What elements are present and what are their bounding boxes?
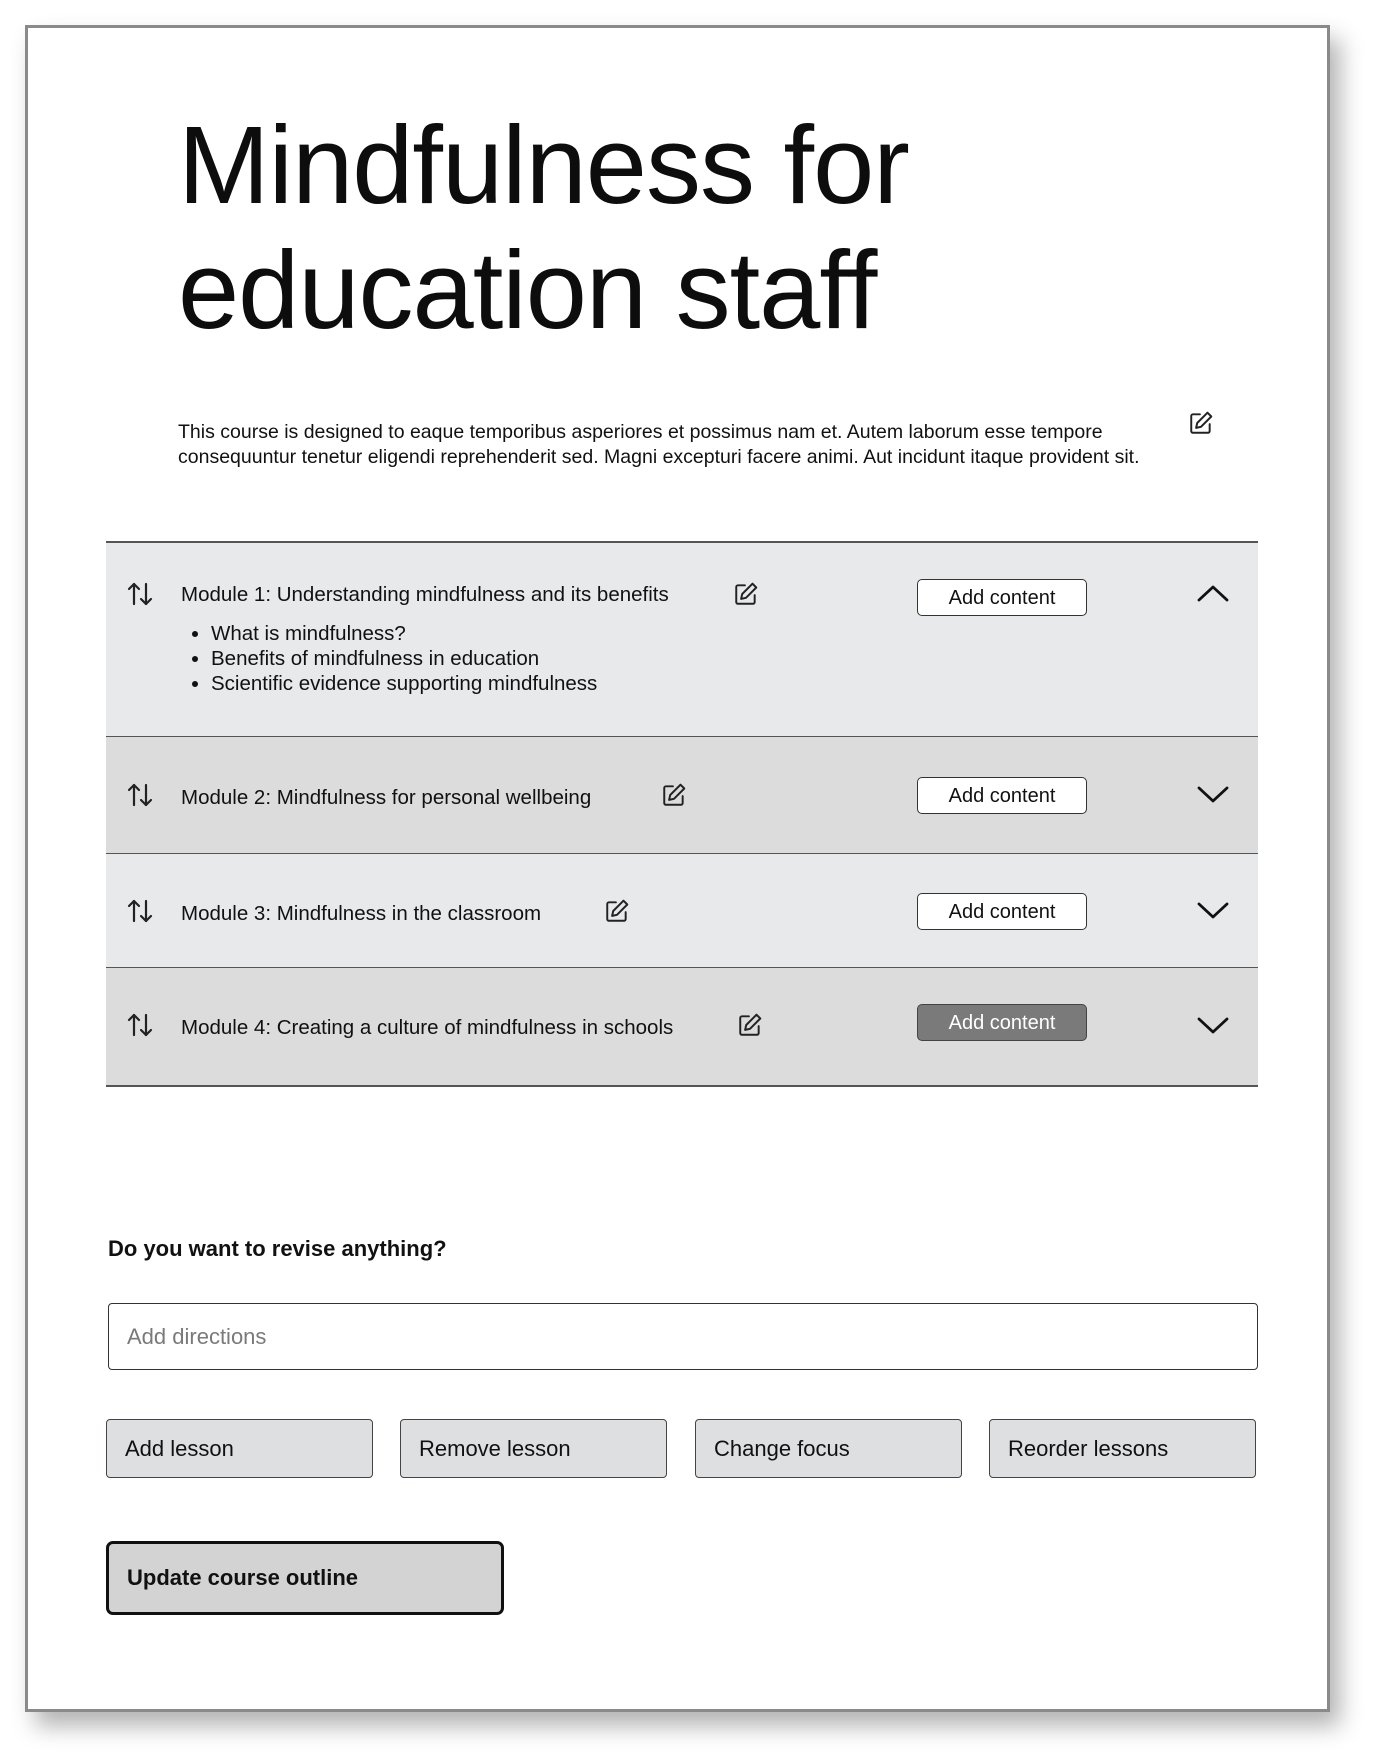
module-row <box>106 853 1258 967</box>
chevron-down-icon[interactable] <box>1196 901 1230 926</box>
edit-icon[interactable] <box>737 1012 763 1038</box>
add-lesson-button[interactable]: Add lesson <box>106 1419 373 1478</box>
chevron-down-icon[interactable] <box>1196 1016 1230 1041</box>
list-item: • What is mindfulness? <box>211 621 597 646</box>
page-title: Mindfulness for education staff <box>178 104 909 352</box>
chevron-up-icon[interactable] <box>1196 583 1230 608</box>
add-content-button[interactable]: Add content <box>917 777 1087 814</box>
edit-icon[interactable] <box>661 782 687 808</box>
add-content-button[interactable]: Add content <box>917 893 1087 930</box>
module-title: Module 2: Mindfulness for personal wellbeing <box>181 786 592 809</box>
change-focus-button[interactable]: Change focus <box>695 1419 962 1478</box>
module-title: Module 3: Mindfulness in the classroom <box>181 902 542 925</box>
edit-icon[interactable] <box>1188 410 1214 436</box>
module-row <box>106 967 1258 1085</box>
chevron-down-icon[interactable] <box>1196 785 1230 810</box>
add-content-button[interactable]: Add content <box>917 579 1087 616</box>
course-outline-card <box>25 25 1330 1712</box>
remove-lesson-button[interactable]: Remove lesson <box>400 1419 667 1478</box>
course-description: This course is designed to eaque temporibus asperiores et possimus nam et. Autem laborum esse tempore consequuntur tenetur eligendi reprehenderit sed. Magni excepturi facere animi. Aut incidunt itaque provident sit. <box>178 421 1140 468</box>
module-topic-list <box>181 621 597 696</box>
sort-arrows-icon[interactable] <box>126 898 154 929</box>
sort-arrows-icon[interactable] <box>126 782 154 813</box>
list-item: • Benefits of mindfulness in education <box>211 646 597 671</box>
update-course-outline-button[interactable]: Update course outline <box>106 1541 504 1615</box>
list-item: • Scientific evidence supporting mindfulness <box>211 671 597 696</box>
add-content-button[interactable]: Add content <box>917 1004 1087 1041</box>
directions-input[interactable] <box>108 1303 1258 1370</box>
module-list <box>106 541 1258 1087</box>
edit-icon[interactable] <box>604 898 630 924</box>
module-title: Module 1: Understanding mindfulness and its benefits <box>181 583 669 606</box>
module-row <box>106 543 1258 736</box>
module-row <box>106 736 1258 853</box>
sort-arrows-icon[interactable] <box>126 581 154 612</box>
revise-question: Do you want to revise anything? <box>108 1236 447 1261</box>
module-title: Module 4: Creating a culture of mindfulness in schools <box>181 1016 674 1039</box>
reorder-lessons-button[interactable]: Reorder lessons <box>989 1419 1256 1478</box>
sort-arrows-icon[interactable] <box>126 1012 154 1043</box>
edit-icon[interactable] <box>733 581 759 607</box>
